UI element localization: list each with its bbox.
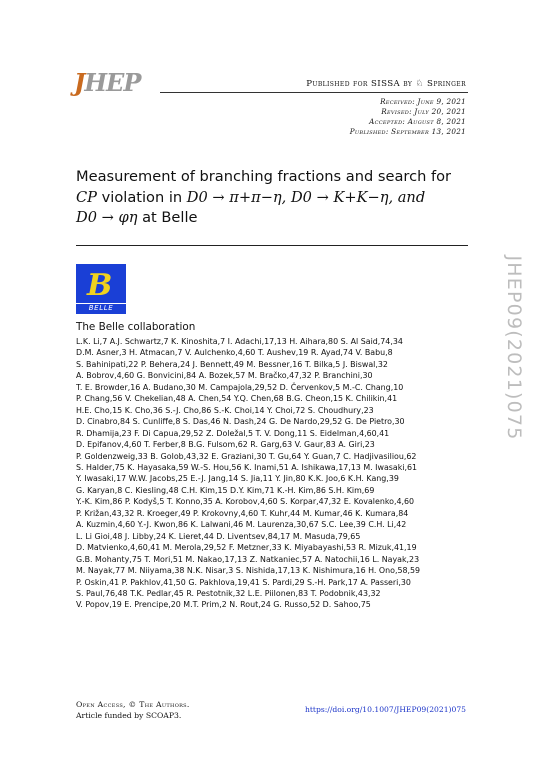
author-line: V. Popov,19 E. Prencipe,20 M.T. Prim,2 N. Rout,24 G. Russo,52 D. Sahoo,75: [76, 600, 371, 610]
belle-logo-label: BELLE: [76, 303, 126, 312]
belle-logo: [76, 264, 126, 314]
belle-logo-letter: B: [87, 268, 113, 303]
author-line: Y.-K. Kim,86 P. Kodyš,5 T. Konno,35 A. Korobov,4,60 S. Korpar,47,32 E. Kovalenko,4,60: [76, 497, 415, 507]
title-math: D: [76, 209, 88, 227]
title-math: 0 → K+K−η, and: [302, 188, 426, 206]
title-line-3: [76, 208, 476, 229]
author-line: S. Bahinipati,22 P. Behera,24 J. Bennett,49 M. Bessner,16 T. Bilka,5 J. Biswal,32: [76, 359, 388, 369]
collaboration-name: The Belle collaboration: [76, 321, 196, 333]
open-access-note: Open Access, © The Authors.: [76, 700, 190, 709]
title-math: D: [186, 188, 199, 206]
author-list: [76, 336, 468, 611]
author-line: P. Goldenzweig,33 B. Golob,43,32 E. Graziani,30 T. Gu,64 Y. Guan,7 C. Hadjivasiliou,62: [76, 451, 417, 461]
author-line: P. Križan,43,32 R. Kroeger,49 P. Krokovny,4,60 T. Kuhr,44 M. Kumar,46 K. Kumara,84: [76, 508, 409, 518]
author-line: D.M. Asner,3 H. Atmacan,7 V. Aulchenko,4,60 T. Aushev,19 R. Ayad,74 V. Babu,8: [76, 348, 393, 358]
springer-icon: ♘: [415, 79, 424, 89]
side-stamp-text: JHEP09(2021)075: [503, 255, 525, 441]
author-line: S. Paul,76,48 T.K. Pedlar,45 R. Pestotnik,32 L.E. Piilonen,83 T. Podobnik,43,32: [76, 588, 381, 598]
title-text: at Belle: [137, 209, 198, 227]
title-line-2: [76, 188, 476, 209]
author-line: M. Nayak,77 M. Niiyama,38 N.K. Nisar,3 S. Nishida,17,13 K. Nishimura,16 H. Ono,58,59: [76, 566, 421, 576]
publisher-name: Springer: [427, 79, 466, 89]
author-line: Y. Iwasaki,17 W.W. Jacobs,25 E.-J. Jang,14 S. Jia,11 Y. Jin,80 K.K. Joo,6 K.H. Kang,39: [76, 474, 399, 484]
author-line: S. Halder,75 K. Hayasaka,59 W.-S. Hou,56 K. Inami,51 A. Ishikawa,17,13 M. Iwasaki,61: [76, 462, 418, 472]
title-cp: CP: [76, 188, 97, 206]
title-math: D: [290, 188, 303, 206]
paper-title: [76, 167, 476, 229]
author-line: D. Matvienko,4,60,41 M. Merola,29,52 F. Metzner,33 K. Miyabayashi,53 R. Mizuk,41,19: [76, 543, 417, 553]
title-text: violation in: [97, 188, 187, 206]
doi-link[interactable]: https://doi.org/10.1007/JHEP09(2021)075: [304, 705, 466, 714]
footer-left: [76, 699, 190, 721]
author-line: A. Kuzmin,4,60 Y.-J. Kwon,86 K. Lalwani,46 M. Laurenza,30,67 S.C. Lee,39 C.H. Li,42: [76, 520, 407, 530]
received-date: Received: June 9, 2021: [380, 97, 466, 106]
author-line: T. E. Browder,16 A. Budano,30 M. Campajola,29,52 D. Červenkov,5 M.-C. Chang,10: [76, 382, 404, 392]
revised-date: Revised: July 20, 2021: [381, 107, 466, 117]
author-line: D. Cinabro,84 S. Cunliffe,8 S. Das,46 N. Dash,24 G. De Nardo,29,52 G. De Pietro,30: [76, 417, 405, 427]
author-line: L. Li Gioi,48 J. Libby,24 K. Lieret,44 D. Liventsev,84,17 M. Masuda,79,65: [76, 531, 361, 541]
side-stamp: [494, 198, 534, 498]
title-line-1: Measurement of branching fractions and search for: [76, 168, 452, 185]
author-line: A. Bobrov,4,60 G. Bonvicini,84 A. Bozek,57 M. Bračko,47,32 P. Branchini,30: [76, 371, 373, 381]
header-rule: [160, 92, 468, 93]
author-line: R. Dhamija,23 F. Di Capua,29,52 Z. Doležal,5 T. V. Dong,11 S. Eidelman,4,60,41: [76, 428, 390, 438]
author-line: P. Oskin,41 P. Pakhlov,41,50 G. Pakhlova,19,41 S. Pardi,29 S.-H. Park,17 A. Passeri,30: [76, 577, 411, 587]
title-rule: [76, 245, 468, 246]
jhep-logo-text: JHEP: [74, 68, 141, 97]
title-math: 0 → φη: [87, 209, 138, 227]
author-line: G. Karyan,8 C. Kiesling,48 C.H. Kim,15 D.Y. Kim,71 K.-H. Kim,86 S.H. Kim,69: [76, 485, 375, 495]
publisher-line: [306, 79, 466, 89]
dates-block: [350, 97, 466, 137]
jhep-logo: [74, 68, 156, 97]
author-line: G.B. Mohanty,75 T. Mori,51 M. Nakao,17,13 Z. Natkaniec,57 A. Natochii,16 L. Nayak,23: [76, 554, 420, 564]
publisher-text: Published for SISSA by: [306, 79, 413, 89]
author-line: D. Epifanov,4,60 T. Ferber,8 B.G. Fulsom,62 R. Garg,63 V. Gaur,83 A. Giri,23: [76, 440, 375, 450]
author-line: P. Chang,56 V. Chekelian,48 A. Chen,54 Y.Q. Chen,68 B.G. Cheon,15 K. Chilikin,41: [76, 394, 398, 404]
author-line: H.E. Cho,15 K. Cho,36 S.-J. Cho,86 S.-K. Choi,14 Y. Choi,72 S. Choudhury,23: [76, 405, 374, 415]
funding-note: Article funded by SCOAP3.: [76, 711, 182, 720]
title-math: 0 → π+π−η,: [198, 188, 291, 206]
accepted-date: Accepted: August 8, 2021: [369, 117, 466, 127]
published-date: Published: September 13, 2021: [349, 127, 466, 137]
author-line: L.K. Li,7 A.J. Schwartz,7 K. Kinoshita,7 I. Adachi,17,13 H. Aihara,80 S. Al Said,74,34: [76, 337, 403, 346]
